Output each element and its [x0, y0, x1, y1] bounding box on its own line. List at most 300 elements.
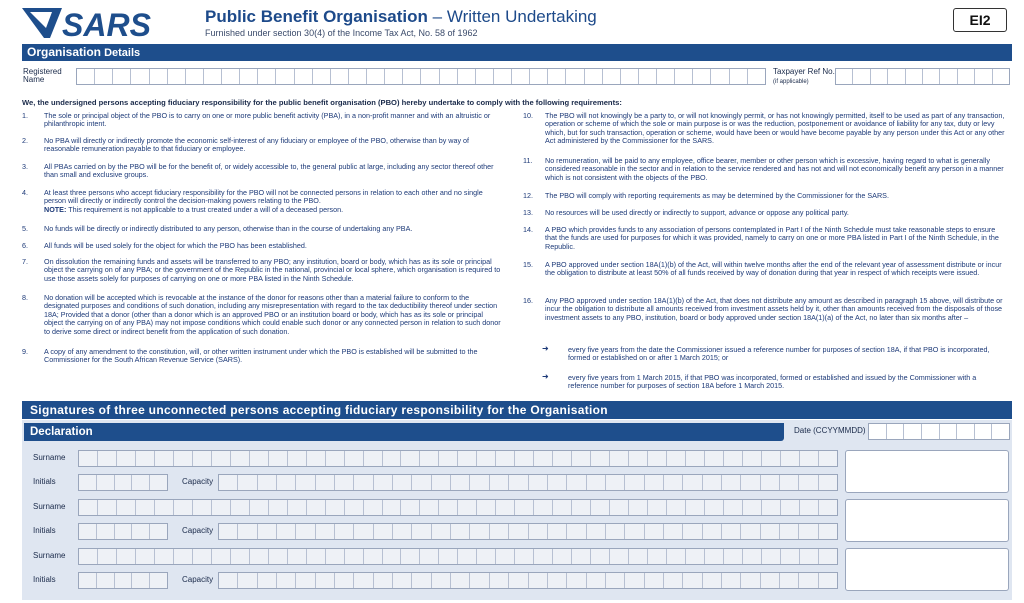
- character-box[interactable]: [567, 475, 586, 490]
- character-box[interactable]: [591, 500, 610, 515]
- character-box[interactable]: [703, 475, 722, 490]
- character-box[interactable]: [509, 475, 528, 490]
- character-box[interactable]: [412, 524, 431, 539]
- character-box[interactable]: [79, 500, 98, 515]
- character-box[interactable]: [534, 451, 553, 466]
- character-box[interactable]: [629, 500, 648, 515]
- character-box[interactable]: [587, 475, 606, 490]
- character-box[interactable]: [762, 500, 781, 515]
- character-box[interactable]: [871, 69, 888, 84]
- character-box[interactable]: [354, 475, 373, 490]
- character-box[interactable]: [97, 573, 115, 588]
- character-box[interactable]: [374, 524, 393, 539]
- character-box[interactable]: [610, 500, 629, 515]
- character-box[interactable]: [307, 500, 326, 515]
- character-box[interactable]: [705, 451, 724, 466]
- character-box[interactable]: [212, 549, 231, 564]
- character-box[interactable]: [664, 524, 683, 539]
- character-box[interactable]: [212, 451, 231, 466]
- character-box[interactable]: [730, 69, 748, 84]
- character-box[interactable]: [458, 500, 477, 515]
- character-box[interactable]: [95, 69, 113, 84]
- character-box[interactable]: [610, 549, 629, 564]
- character-box[interactable]: [621, 69, 639, 84]
- character-box[interactable]: [470, 524, 489, 539]
- character-box[interactable]: [585, 69, 603, 84]
- character-box[interactable]: [451, 573, 470, 588]
- character-box[interactable]: [819, 500, 837, 515]
- character-box[interactable]: [383, 500, 402, 515]
- character-box[interactable]: [743, 549, 762, 564]
- character-box[interactable]: [957, 424, 975, 439]
- character-box[interactable]: [724, 549, 743, 564]
- character-box[interactable]: [79, 451, 98, 466]
- character-box[interactable]: [296, 475, 315, 490]
- character-box[interactable]: [780, 524, 799, 539]
- character-box[interactable]: [238, 524, 257, 539]
- character-box[interactable]: [432, 573, 451, 588]
- character-box[interactable]: [741, 524, 760, 539]
- character-box[interactable]: [420, 549, 439, 564]
- character-box[interactable]: [77, 69, 95, 84]
- character-box[interactable]: [587, 524, 606, 539]
- character-box[interactable]: [296, 524, 315, 539]
- character-box[interactable]: [722, 524, 741, 539]
- character-box[interactable]: [174, 451, 193, 466]
- character-box[interactable]: [743, 500, 762, 515]
- character-box[interactable]: [98, 500, 117, 515]
- character-box[interactable]: [591, 451, 610, 466]
- character-box[interactable]: [401, 549, 420, 564]
- character-box[interactable]: [277, 573, 296, 588]
- character-box[interactable]: [326, 451, 345, 466]
- character-box[interactable]: [761, 475, 780, 490]
- character-box[interactable]: [113, 69, 131, 84]
- character-box[interactable]: [155, 500, 174, 515]
- character-box[interactable]: [131, 69, 149, 84]
- person-2-surname-input[interactable]: [78, 499, 838, 516]
- character-box[interactable]: [258, 524, 277, 539]
- character-box[interactable]: [117, 549, 136, 564]
- person-3-initials-input[interactable]: [78, 572, 168, 589]
- character-box[interactable]: [403, 69, 421, 84]
- character-box[interactable]: [664, 475, 683, 490]
- character-box[interactable]: [432, 475, 451, 490]
- character-box[interactable]: [683, 524, 702, 539]
- character-box[interactable]: [231, 451, 250, 466]
- character-box[interactable]: [193, 549, 212, 564]
- character-box[interactable]: [591, 549, 610, 564]
- character-box[interactable]: [385, 69, 403, 84]
- character-box[interactable]: [625, 524, 644, 539]
- character-box[interactable]: [132, 475, 150, 490]
- character-box[interactable]: [496, 500, 515, 515]
- character-box[interactable]: [421, 69, 439, 84]
- character-box[interactable]: [193, 500, 212, 515]
- character-box[interactable]: [439, 451, 458, 466]
- character-box[interactable]: [992, 424, 1009, 439]
- character-box[interactable]: [238, 475, 257, 490]
- character-box[interactable]: [79, 573, 97, 588]
- person-1-surname-input[interactable]: [78, 450, 838, 467]
- character-box[interactable]: [458, 451, 477, 466]
- character-box[interactable]: [800, 549, 819, 564]
- character-box[interactable]: [79, 475, 97, 490]
- character-box[interactable]: [667, 500, 686, 515]
- taxpayer-ref-input[interactable]: [835, 68, 1010, 85]
- character-box[interactable]: [800, 451, 819, 466]
- character-box[interactable]: [212, 500, 231, 515]
- character-box[interactable]: [136, 549, 155, 564]
- person-2-signature-box[interactable]: [845, 499, 1009, 542]
- character-box[interactable]: [269, 549, 288, 564]
- person-3-signature-box[interactable]: [845, 548, 1009, 591]
- character-box[interactable]: [722, 573, 741, 588]
- character-box[interactable]: [238, 573, 257, 588]
- character-box[interactable]: [553, 500, 572, 515]
- character-box[interactable]: [155, 549, 174, 564]
- character-box[interactable]: [477, 549, 496, 564]
- character-box[interactable]: [741, 475, 760, 490]
- character-box[interactable]: [250, 451, 269, 466]
- character-box[interactable]: [686, 451, 705, 466]
- character-box[interactable]: [250, 500, 269, 515]
- character-box[interactable]: [515, 451, 534, 466]
- character-box[interactable]: [667, 451, 686, 466]
- character-box[interactable]: [940, 424, 958, 439]
- character-box[interactable]: [295, 69, 313, 84]
- character-box[interactable]: [393, 573, 412, 588]
- character-box[interactable]: [567, 573, 586, 588]
- character-box[interactable]: [923, 69, 940, 84]
- character-box[interactable]: [345, 500, 364, 515]
- character-box[interactable]: [683, 573, 702, 588]
- character-box[interactable]: [258, 475, 277, 490]
- person-3-surname-input[interactable]: [78, 548, 838, 565]
- person-1-capacity-input[interactable]: [218, 474, 838, 491]
- character-box[interactable]: [572, 451, 591, 466]
- character-box[interactable]: [819, 524, 837, 539]
- person-2-initials-input[interactable]: [78, 523, 168, 540]
- character-box[interactable]: [703, 524, 722, 539]
- character-box[interactable]: [277, 524, 296, 539]
- registered-name-input[interactable]: [76, 68, 766, 85]
- character-box[interactable]: [432, 524, 451, 539]
- character-box[interactable]: [741, 573, 760, 588]
- character-box[interactable]: [383, 451, 402, 466]
- character-box[interactable]: [490, 475, 509, 490]
- character-box[interactable]: [117, 500, 136, 515]
- character-box[interactable]: [374, 573, 393, 588]
- character-box[interactable]: [250, 549, 269, 564]
- character-box[interactable]: [412, 475, 431, 490]
- character-box[interactable]: [567, 524, 586, 539]
- character-box[interactable]: [476, 69, 494, 84]
- character-box[interactable]: [534, 549, 553, 564]
- character-box[interactable]: [439, 500, 458, 515]
- character-box[interactable]: [79, 549, 98, 564]
- character-box[interactable]: [722, 475, 741, 490]
- character-box[interactable]: [693, 69, 711, 84]
- character-box[interactable]: [401, 451, 420, 466]
- character-box[interactable]: [258, 69, 276, 84]
- character-box[interactable]: [219, 475, 238, 490]
- character-box[interactable]: [288, 549, 307, 564]
- character-box[interactable]: [132, 524, 150, 539]
- character-box[interactable]: [316, 475, 335, 490]
- character-box[interactable]: [296, 573, 315, 588]
- character-box[interactable]: [470, 573, 489, 588]
- character-box[interactable]: [761, 573, 780, 588]
- character-box[interactable]: [258, 573, 277, 588]
- character-box[interactable]: [440, 69, 458, 84]
- character-box[interactable]: [780, 573, 799, 588]
- character-box[interactable]: [174, 549, 193, 564]
- character-box[interactable]: [625, 475, 644, 490]
- person-1-initials-input[interactable]: [78, 474, 168, 491]
- character-box[interactable]: [168, 69, 186, 84]
- character-box[interactable]: [470, 475, 489, 490]
- character-box[interactable]: [477, 500, 496, 515]
- character-box[interactable]: [288, 451, 307, 466]
- character-box[interactable]: [451, 475, 470, 490]
- character-box[interactable]: [703, 573, 722, 588]
- character-box[interactable]: [529, 573, 548, 588]
- character-box[interactable]: [853, 69, 870, 84]
- character-box[interactable]: [724, 500, 743, 515]
- person-3-capacity-input[interactable]: [218, 572, 838, 589]
- character-box[interactable]: [204, 69, 222, 84]
- character-box[interactable]: [186, 69, 204, 84]
- character-box[interactable]: [326, 549, 345, 564]
- character-box[interactable]: [231, 500, 250, 515]
- character-box[interactable]: [307, 549, 326, 564]
- character-box[interactable]: [530, 69, 548, 84]
- character-box[interactable]: [975, 69, 992, 84]
- character-box[interactable]: [799, 573, 818, 588]
- character-box[interactable]: [269, 451, 288, 466]
- character-box[interactable]: [743, 451, 762, 466]
- character-box[interactable]: [515, 500, 534, 515]
- character-box[interactable]: [657, 69, 675, 84]
- character-box[interactable]: [490, 524, 509, 539]
- character-box[interactable]: [606, 573, 625, 588]
- character-box[interactable]: [458, 549, 477, 564]
- character-box[interactable]: [648, 451, 667, 466]
- character-box[interactable]: [529, 524, 548, 539]
- character-box[interactable]: [762, 451, 781, 466]
- character-box[interactable]: [922, 424, 940, 439]
- character-box[interactable]: [648, 549, 667, 564]
- person-1-signature-box[interactable]: [845, 450, 1009, 493]
- character-box[interactable]: [354, 573, 373, 588]
- character-box[interactable]: [364, 451, 383, 466]
- character-box[interactable]: [115, 524, 133, 539]
- character-box[interactable]: [566, 69, 584, 84]
- character-box[interactable]: [548, 524, 567, 539]
- character-box[interactable]: [150, 524, 167, 539]
- character-box[interactable]: [313, 69, 331, 84]
- character-box[interactable]: [940, 69, 957, 84]
- character-box[interactable]: [219, 524, 238, 539]
- character-box[interactable]: [606, 475, 625, 490]
- character-box[interactable]: [115, 475, 133, 490]
- character-box[interactable]: [331, 69, 349, 84]
- character-box[interactable]: [686, 549, 705, 564]
- character-box[interactable]: [888, 69, 905, 84]
- character-box[interactable]: [354, 524, 373, 539]
- person-2-capacity-input[interactable]: [218, 523, 838, 540]
- character-box[interactable]: [401, 500, 420, 515]
- character-box[interactable]: [748, 69, 765, 84]
- character-box[interactable]: [819, 573, 837, 588]
- character-box[interactable]: [193, 451, 212, 466]
- character-box[interactable]: [975, 424, 993, 439]
- character-box[interactable]: [222, 69, 240, 84]
- character-box[interactable]: [364, 549, 383, 564]
- character-box[interactable]: [553, 451, 572, 466]
- character-box[interactable]: [115, 573, 133, 588]
- character-box[interactable]: [869, 424, 887, 439]
- declaration-date-input[interactable]: [868, 423, 1010, 440]
- character-box[interactable]: [629, 549, 648, 564]
- character-box[interactable]: [610, 451, 629, 466]
- character-box[interactable]: [548, 573, 567, 588]
- character-box[interactable]: [98, 451, 117, 466]
- character-box[interactable]: [374, 475, 393, 490]
- character-box[interactable]: [781, 500, 800, 515]
- character-box[interactable]: [393, 475, 412, 490]
- character-box[interactable]: [819, 549, 837, 564]
- character-box[interactable]: [494, 69, 512, 84]
- character-box[interactable]: [603, 69, 621, 84]
- character-box[interactable]: [800, 500, 819, 515]
- character-box[interactable]: [412, 573, 431, 588]
- character-box[interactable]: [269, 500, 288, 515]
- character-box[interactable]: [316, 524, 335, 539]
- character-box[interactable]: [307, 451, 326, 466]
- character-box[interactable]: [553, 549, 572, 564]
- character-box[interactable]: [240, 69, 258, 84]
- character-box[interactable]: [648, 500, 667, 515]
- character-box[interactable]: [277, 475, 296, 490]
- character-box[interactable]: [781, 549, 800, 564]
- character-box[interactable]: [572, 549, 591, 564]
- character-box[interactable]: [819, 451, 837, 466]
- character-box[interactable]: [288, 500, 307, 515]
- character-box[interactable]: [439, 549, 458, 564]
- character-box[interactable]: [155, 451, 174, 466]
- character-box[interactable]: [819, 475, 837, 490]
- character-box[interactable]: [496, 549, 515, 564]
- character-box[interactable]: [97, 524, 115, 539]
- character-box[interactable]: [762, 549, 781, 564]
- character-box[interactable]: [904, 424, 922, 439]
- character-box[interactable]: [326, 500, 345, 515]
- character-box[interactable]: [548, 69, 566, 84]
- character-box[interactable]: [780, 475, 799, 490]
- character-box[interactable]: [364, 500, 383, 515]
- character-box[interactable]: [393, 524, 412, 539]
- character-box[interactable]: [906, 69, 923, 84]
- character-box[interactable]: [625, 573, 644, 588]
- character-box[interactable]: [509, 573, 528, 588]
- character-box[interactable]: [97, 475, 115, 490]
- character-box[interactable]: [219, 573, 238, 588]
- character-box[interactable]: [458, 69, 476, 84]
- character-box[interactable]: [79, 524, 97, 539]
- character-box[interactable]: [958, 69, 975, 84]
- character-box[interactable]: [136, 451, 155, 466]
- character-box[interactable]: [150, 573, 167, 588]
- character-box[interactable]: [490, 573, 509, 588]
- character-box[interactable]: [572, 500, 591, 515]
- character-box[interactable]: [587, 573, 606, 588]
- character-box[interactable]: [639, 69, 657, 84]
- character-box[interactable]: [150, 475, 167, 490]
- character-box[interactable]: [515, 549, 534, 564]
- character-box[interactable]: [606, 524, 625, 539]
- character-box[interactable]: [993, 69, 1009, 84]
- character-box[interactable]: [98, 549, 117, 564]
- character-box[interactable]: [799, 524, 818, 539]
- character-box[interactable]: [117, 451, 136, 466]
- character-box[interactable]: [529, 475, 548, 490]
- character-box[interactable]: [367, 69, 385, 84]
- character-box[interactable]: [781, 451, 800, 466]
- character-box[interactable]: [335, 524, 354, 539]
- character-box[interactable]: [645, 524, 664, 539]
- character-box[interactable]: [335, 573, 354, 588]
- character-box[interactable]: [675, 69, 693, 84]
- character-box[interactable]: [711, 69, 729, 84]
- character-box[interactable]: [477, 451, 496, 466]
- character-box[interactable]: [132, 573, 150, 588]
- character-box[interactable]: [512, 69, 530, 84]
- character-box[interactable]: [683, 475, 702, 490]
- character-box[interactable]: [420, 500, 439, 515]
- character-box[interactable]: [231, 549, 250, 564]
- character-box[interactable]: [548, 475, 567, 490]
- character-box[interactable]: [345, 451, 364, 466]
- character-box[interactable]: [629, 451, 648, 466]
- character-box[interactable]: [509, 524, 528, 539]
- character-box[interactable]: [686, 500, 705, 515]
- character-box[interactable]: [645, 475, 664, 490]
- character-box[interactable]: [150, 69, 168, 84]
- character-box[interactable]: [316, 573, 335, 588]
- character-box[interactable]: [496, 451, 515, 466]
- character-box[interactable]: [705, 500, 724, 515]
- character-box[interactable]: [349, 69, 367, 84]
- character-box[interactable]: [451, 524, 470, 539]
- character-box[interactable]: [724, 451, 743, 466]
- character-box[interactable]: [645, 573, 664, 588]
- character-box[interactable]: [420, 451, 439, 466]
- character-box[interactable]: [705, 549, 724, 564]
- character-box[interactable]: [174, 500, 193, 515]
- character-box[interactable]: [761, 524, 780, 539]
- character-box[interactable]: [667, 549, 686, 564]
- character-box[interactable]: [664, 573, 683, 588]
- character-box[interactable]: [335, 475, 354, 490]
- character-box[interactable]: [383, 549, 402, 564]
- character-box[interactable]: [136, 500, 155, 515]
- character-box[interactable]: [887, 424, 905, 439]
- character-box[interactable]: [836, 69, 853, 84]
- character-box[interactable]: [345, 549, 364, 564]
- character-box[interactable]: [276, 69, 294, 84]
